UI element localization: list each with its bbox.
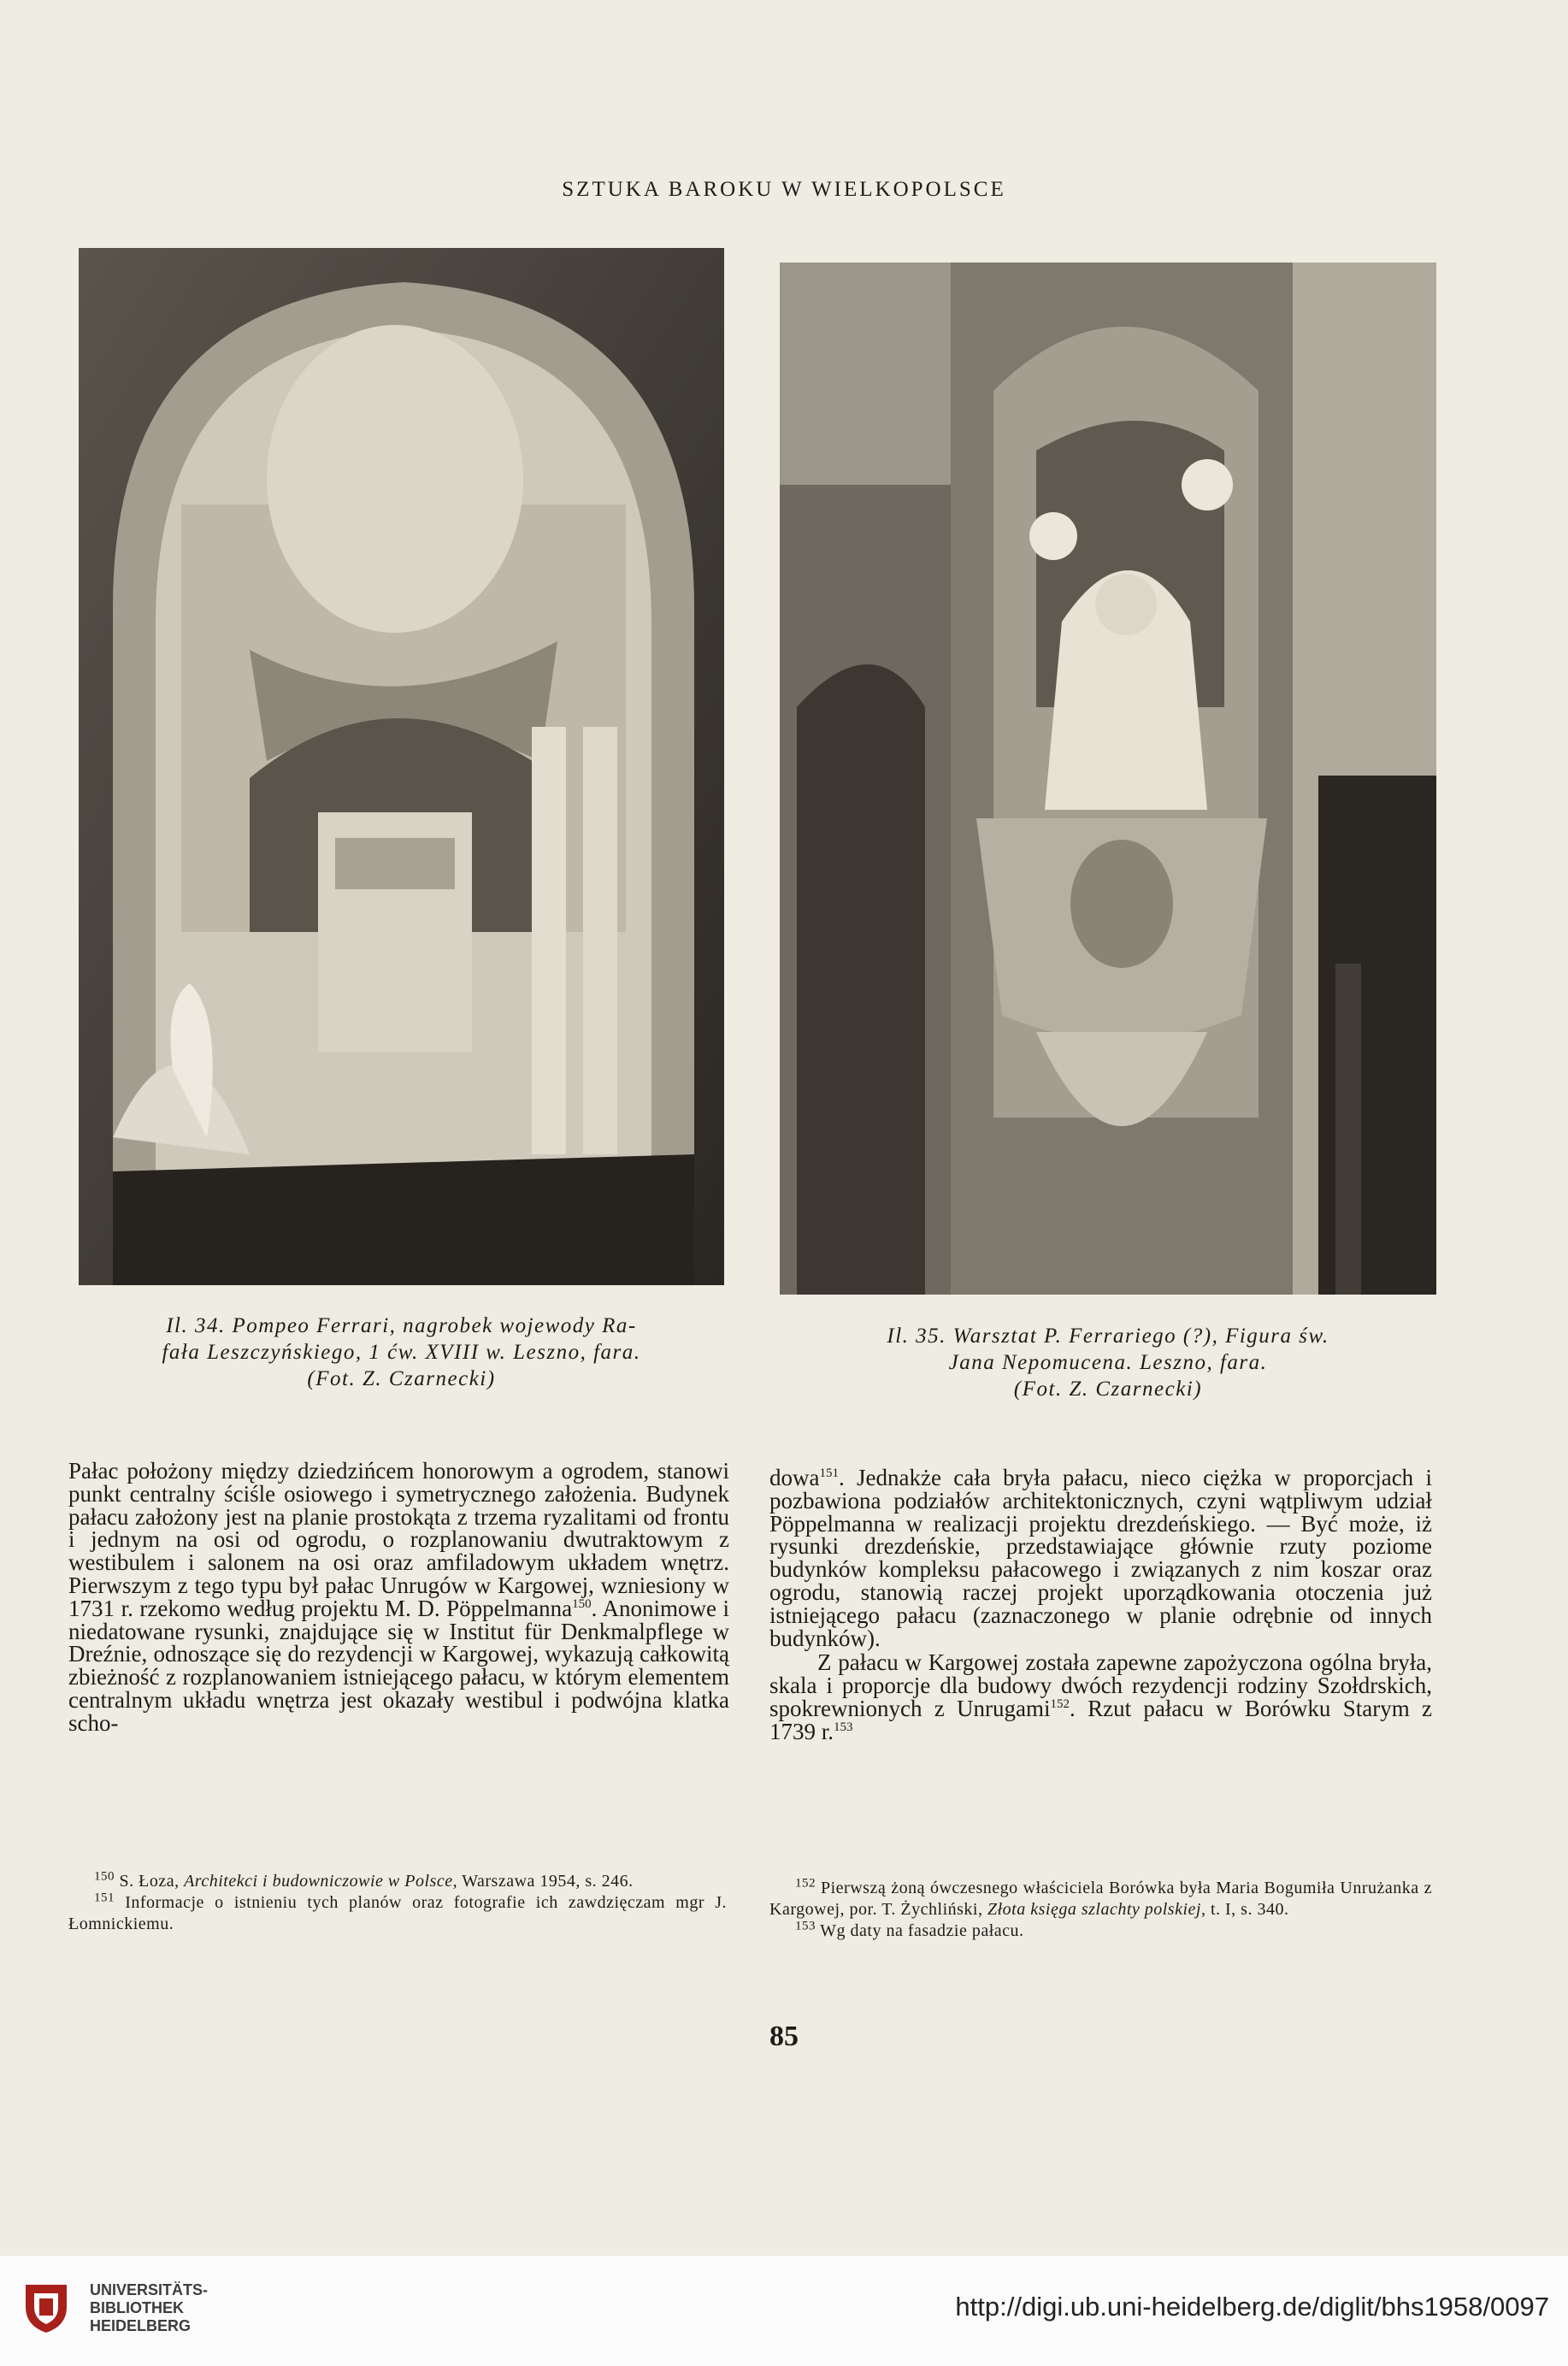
permalink-url[interactable]: http://digi.ub.uni-heidelberg.de/diglit/bhs1958/0097 xyxy=(955,2292,1549,2322)
paragraph-text: Z pałacu w Kargowej została zapewne zapożyczona ogólna bryła, skala i proporcje dla budowy dwóch rezydencji rodziny Szołdrskich, spokrewnionych z Unrugami xyxy=(769,1649,1432,1721)
caption-line: (Fot. Z. Czarnecki) xyxy=(307,1367,496,1390)
footnote-text: Wg daty na fasadzie pałacu. xyxy=(820,1921,1024,1940)
caption-line: (Fot. Z. Czarnecki) xyxy=(1013,1378,1203,1401)
body-column-left xyxy=(68,1460,729,1735)
figure-caption-35 xyxy=(780,1323,1436,1402)
library-name-line: HEIDELBERG xyxy=(90,2317,192,2334)
footnote-title: Złota księga szlachty polskiej, xyxy=(987,1900,1206,1919)
paragraph-text: dowa xyxy=(769,1465,820,1490)
caption-line: Jana Nepomucena. Leszno, fara. xyxy=(948,1351,1268,1374)
library-name-line: BIBLIOTHEK xyxy=(90,2299,184,2316)
caption-line: Il. 34. Pompeo Ferrari, nagrobek wojewody Ra- xyxy=(166,1314,637,1337)
footnote-number: 150 xyxy=(94,1869,115,1884)
footnote-text: Pierwszą żoną ówczesnego właściciela Borówka była Maria Bogumiła Unrużanka z Kargowej, por. T. Żychliński, xyxy=(769,1879,1433,1919)
footnote-153 xyxy=(769,1921,1432,1942)
caption-line: Il. 35. Warsztat P. Ferrariego (?), Figura św. xyxy=(887,1325,1329,1348)
footnote-text: Warszawa 1954, s. 246. xyxy=(457,1872,634,1891)
footnote-ref: 151 xyxy=(819,1466,839,1480)
university-library-logo-icon xyxy=(19,2281,74,2336)
paragraph-text: . Anonimowe i niedatowane rysunki, znajdujące się w Institut für Denkmalpflege w Dreźnie, odnoszące się do rezydencji w Kargowej, wykazują całkowitą zbieżność z rozplanowaniem istniejącego pałacu, w którym elementem centralnym układu wnętrza jest okazały westibul i podwójna klatka scho- xyxy=(68,1595,730,1736)
body-paragraph xyxy=(68,1460,729,1735)
footnote-number: 151 xyxy=(94,1891,115,1905)
library-footer xyxy=(0,2256,1568,2366)
footnote-150 xyxy=(68,1871,727,1892)
paragraph-text: . Rzut pałacu w Borówku Starym z 1739 r. xyxy=(769,1695,1432,1744)
footnote-number: 153 xyxy=(795,1919,816,1933)
footnote-ref: 153 xyxy=(834,1720,853,1734)
caption-line: fała Leszczyńskiego, 1 ćw. XVIII w. Leszno, fara. xyxy=(162,1341,641,1364)
body-paragraph xyxy=(769,1466,1432,1649)
library-name xyxy=(90,2281,208,2335)
body-column-right xyxy=(769,1466,1432,1744)
photo-nepomucene-statue xyxy=(780,263,1436,1295)
footnote-title: Architekci i budowniczowie w Polsce, xyxy=(184,1872,458,1891)
footnote-152 xyxy=(769,1878,1432,1921)
footnote-text: S. Łoza, xyxy=(119,1872,185,1891)
footnote-text: Informacje o istnieniu tych planów oraz fotografie ich zawdzięczam mgr J. Łomnickiemu. xyxy=(68,1893,728,1933)
footnote-text: t. I, s. 340. xyxy=(1205,1900,1289,1919)
page-number: 85 xyxy=(769,2021,799,2052)
footnote-151 xyxy=(68,1892,727,1935)
footnote-ref: 152 xyxy=(1050,1696,1070,1711)
body-paragraph xyxy=(769,1651,1432,1743)
photo-tomb-monument xyxy=(79,248,724,1285)
paragraph-text: Pałac położony między dziedzińcem honorowym a ogrodem, stanowi punkt centralny ściśle osiowego i symetrycznego założenia. Budynek pałacu założony jest na planie prostokąta z trzema ryzalitami od frontu i jednym na osi od ogrodu, o rozplanowaniu dwutraktowym z westibulem i salonem na osi oraz amfiladowym układem wnętrz. Pierwszym z tego typu był pałac Unrugów w Kargowej, wzniesiony w 1731 r. rzekomo według projektu M. D. Pöppelmanna xyxy=(68,1458,729,1621)
running-header: SZTUKA BAROKU W WIELKOPOLSCE xyxy=(562,178,1006,201)
paragraph-text: . Jednakże cała bryła pałacu, nieco ciężka w proporcjach i pozbawiona podziałów architektonicznych, czyni wątpliwym udział Pöppelmanna w realizacji projektu drezdeńskiego. — Być może, iż rysunki drezdeńskie, przedstawiające głównie rzuty poziome budynków kompleksu pałacowego i związanych z nim koszar oraz ogrodu, stanowią raczej projekt uporządkowania otoczenia już istniejącego pałacu (zaznaczonego w planie odrębnie od innych budynków). xyxy=(769,1465,1432,1651)
footnote-ref: 150 xyxy=(572,1596,592,1611)
library-name-line: UNIVERSITÄTS- xyxy=(90,2281,209,2298)
figure-caption-34 xyxy=(79,1313,724,1392)
footnotes-right xyxy=(769,1878,1432,1942)
footnotes-left xyxy=(68,1871,727,1935)
footnote-number: 152 xyxy=(795,1876,816,1891)
